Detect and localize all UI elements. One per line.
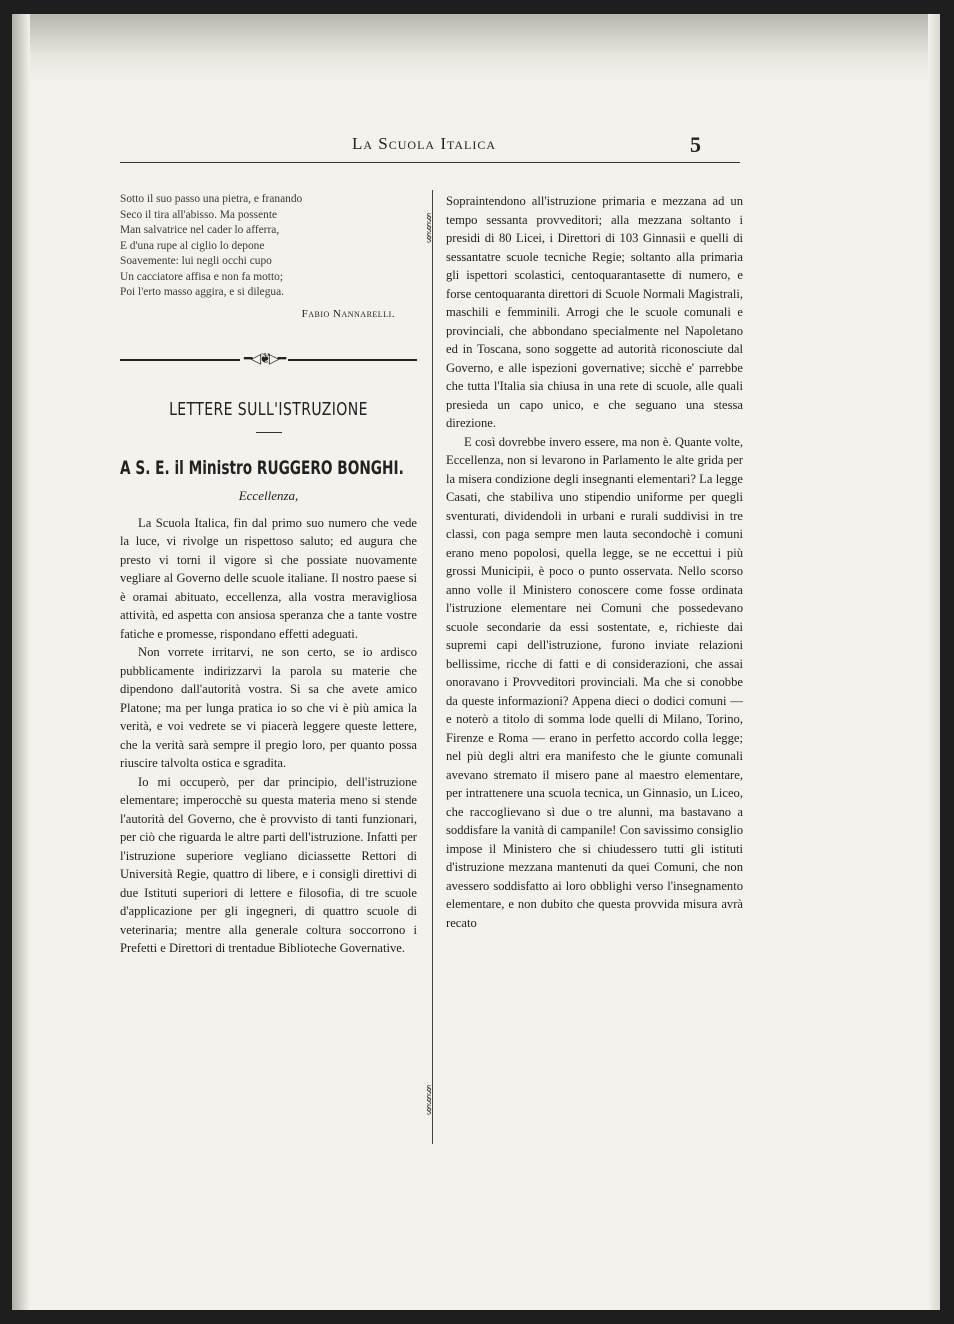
paragraph: Io mi occuperò, per dar principio, dell'istruzione elementare; imperocchè su questa materia meno si stende l'autorità del Governo, che è provvisto di tanti funzionari, per ciò che riguarda le altre parti dell'istruzione. Infatti per l'istruzione superiore vegliano diciassette Rettori di Università Regie, quattro di libere, e i consigli direttivi di due Istituti superiori di lettere e filosofia, di tre scuole d'applicazione per gli ingegneri, di quattro scuole di veterinaria; mentre alla generale coltura soccorrono i Prefetti e Direttori di trentadue Biblioteche Governative. <box>120 774 417 955</box>
title-rule <box>256 432 282 433</box>
poem-line: Sotto il suo passo una pietra, e franando <box>120 193 303 205</box>
header-rule <box>120 162 740 163</box>
poem <box>120 192 417 323</box>
scan-shadow-right <box>928 14 940 1310</box>
poem-line: Soavemente: lui negli occhi cupo <box>120 255 272 267</box>
section-title: LETTERE SULL'ISTRUZIONE <box>169 399 368 420</box>
ornament-knot-icon: ━◁❦▷━ <box>240 351 288 370</box>
page-header <box>12 132 940 162</box>
poem-line: E d'una rupe al ciglio lo depone <box>120 239 265 252</box>
right-column <box>446 192 743 932</box>
paragraph: Sopraintendono all'istruzione primaria e mezzana ad un tempo sessanta provveditori; alla mezzana soltanto i presidi di 80 Licei, i Direttori di 103 Ginnasii e quelli di sessantatre scuole tecniche Regie; soltanto alla primaria gli ispettori scolastici, centoquarantasette di numero, e forse centoquaranta direttori di Scuole Normali Magistrali, maschili e femminili. Arrogi che le scuole comunali e provinciali, che abbondano specialmente nel Napoletano ed in Toscana, sono soggette ad autorità riconosciute dal Governo, e alle ispezioni governative; sicchè e' parrebbe che tutta l'Italia sia chiusa in una rete di scuole, alle quali presieda un capo unico, e che seguano una stessa direzione. <box>446 194 743 430</box>
divider-ornament-icon: § § § <box>426 1082 432 1116</box>
poem-line: Poi l'erto masso aggira, e si dilegua. <box>120 286 285 298</box>
page-number: 5 <box>690 132 701 157</box>
divider-ornament-icon: § § § <box>426 210 432 244</box>
scanned-page <box>12 14 940 1310</box>
poem-author: Fabio Nannarelli. <box>301 307 395 320</box>
paragraph: Non vorrete irritarvi, ne son certo, se io ardisco pubblicamente indirizzarvi la parola su materie che dipendono dall'autorità vostra. Si sa che avete amico Platone; ma per lunga pratica io so che vi è più amica la verità, e voi vedrete se vi piacerà leggere queste lettere, che la verità sarà sempre il pregio loro, per quanto possa riuscire talvolta ostica e sgradita. <box>120 645 417 770</box>
poem-line: Un cacciatore affisa e non fa motto; <box>120 270 283 283</box>
paragraph: E così dovrebbe invero essere, ma non è. Quante volte, Eccellenza, non si levarono in Parlamento le alte grida per la misera condizione degli insegnanti elementari? La legge Casati, che stabiliva uno stipendio uniforme per quegli sventurati, dividendoli in urbani e rurali suddivisi in tre classi, con paga sempre men lauta secondochè i comuni erano meno popolosi, quella legge, se ne eccettui i più grossi Municipii, è poco o punto osservata. Nello scorso anno volle il Ministero conoscere come fosse ordinata l'istruzione elementare nei Comuni che possedevano scuole secondarie da essi sostentate, e, richieste dai supremi capi dell'istruzione, furono inviate relazioni bellissime, ricche di fatti e di considerazioni, che assai onoravano i Provveditori provinciali. Ma che si conobbe da queste informazioni? Appena dieci o dodici comuni — e noterò a titolo di somma lode quelli di Milano, Torino, Firenze e Roma — erano in perfetto accordo colla legge; nel più degli altri era manifesto che le giunte comunali avevano stremato il misero pane al maestro elementare, per intrattenere una scuola tecnica, un Ginnasio, un Liceo, che raccoglievano sì due o tre alunni, ma bastavano a soddisfare la vanità di campanile! Con savissimo consiglio impose il Ministero che si chiudessero tutti gli istituti d'istruzione mezzana mantenuti da quei Comuni, che non avessero soddisfatto ai loro obblighi verso l'insegnamento elementare, e non dubito che questa provvida misura avrà recato <box>446 434 743 930</box>
poem-line: Seco il tira all'abisso. Ma possente <box>120 208 278 221</box>
salutation: Eccellenza, <box>238 488 299 503</box>
scan-shadow-left <box>12 14 30 1310</box>
column-divider <box>432 190 433 1144</box>
poem-line: Man salvatrice nel cader lo afferra, <box>120 224 280 236</box>
running-title: La Scuola Italica <box>352 134 497 153</box>
scan-shadow-top <box>12 14 940 84</box>
letter-address: A S. E. il Ministro RUGGERO BONGHI. <box>120 456 404 479</box>
ornamental-rule <box>120 353 417 367</box>
left-column <box>120 192 417 958</box>
paragraph: La Scuola Italica, fin dal primo suo numero che vede la luce, vi rivolge un rispettoso saluto; ed augura che presto vi torni il vigore sì che possiate nuovamente vegliare al Governo delle scuole italiane. Il nostro paese si è oramai abituato, eccellenza, alla vostra meravigliosa attività, ed aspetta con ansiosa speranza che a tante vostre fatiche e promesse, rispondano effetti adeguati. <box>120 515 417 641</box>
